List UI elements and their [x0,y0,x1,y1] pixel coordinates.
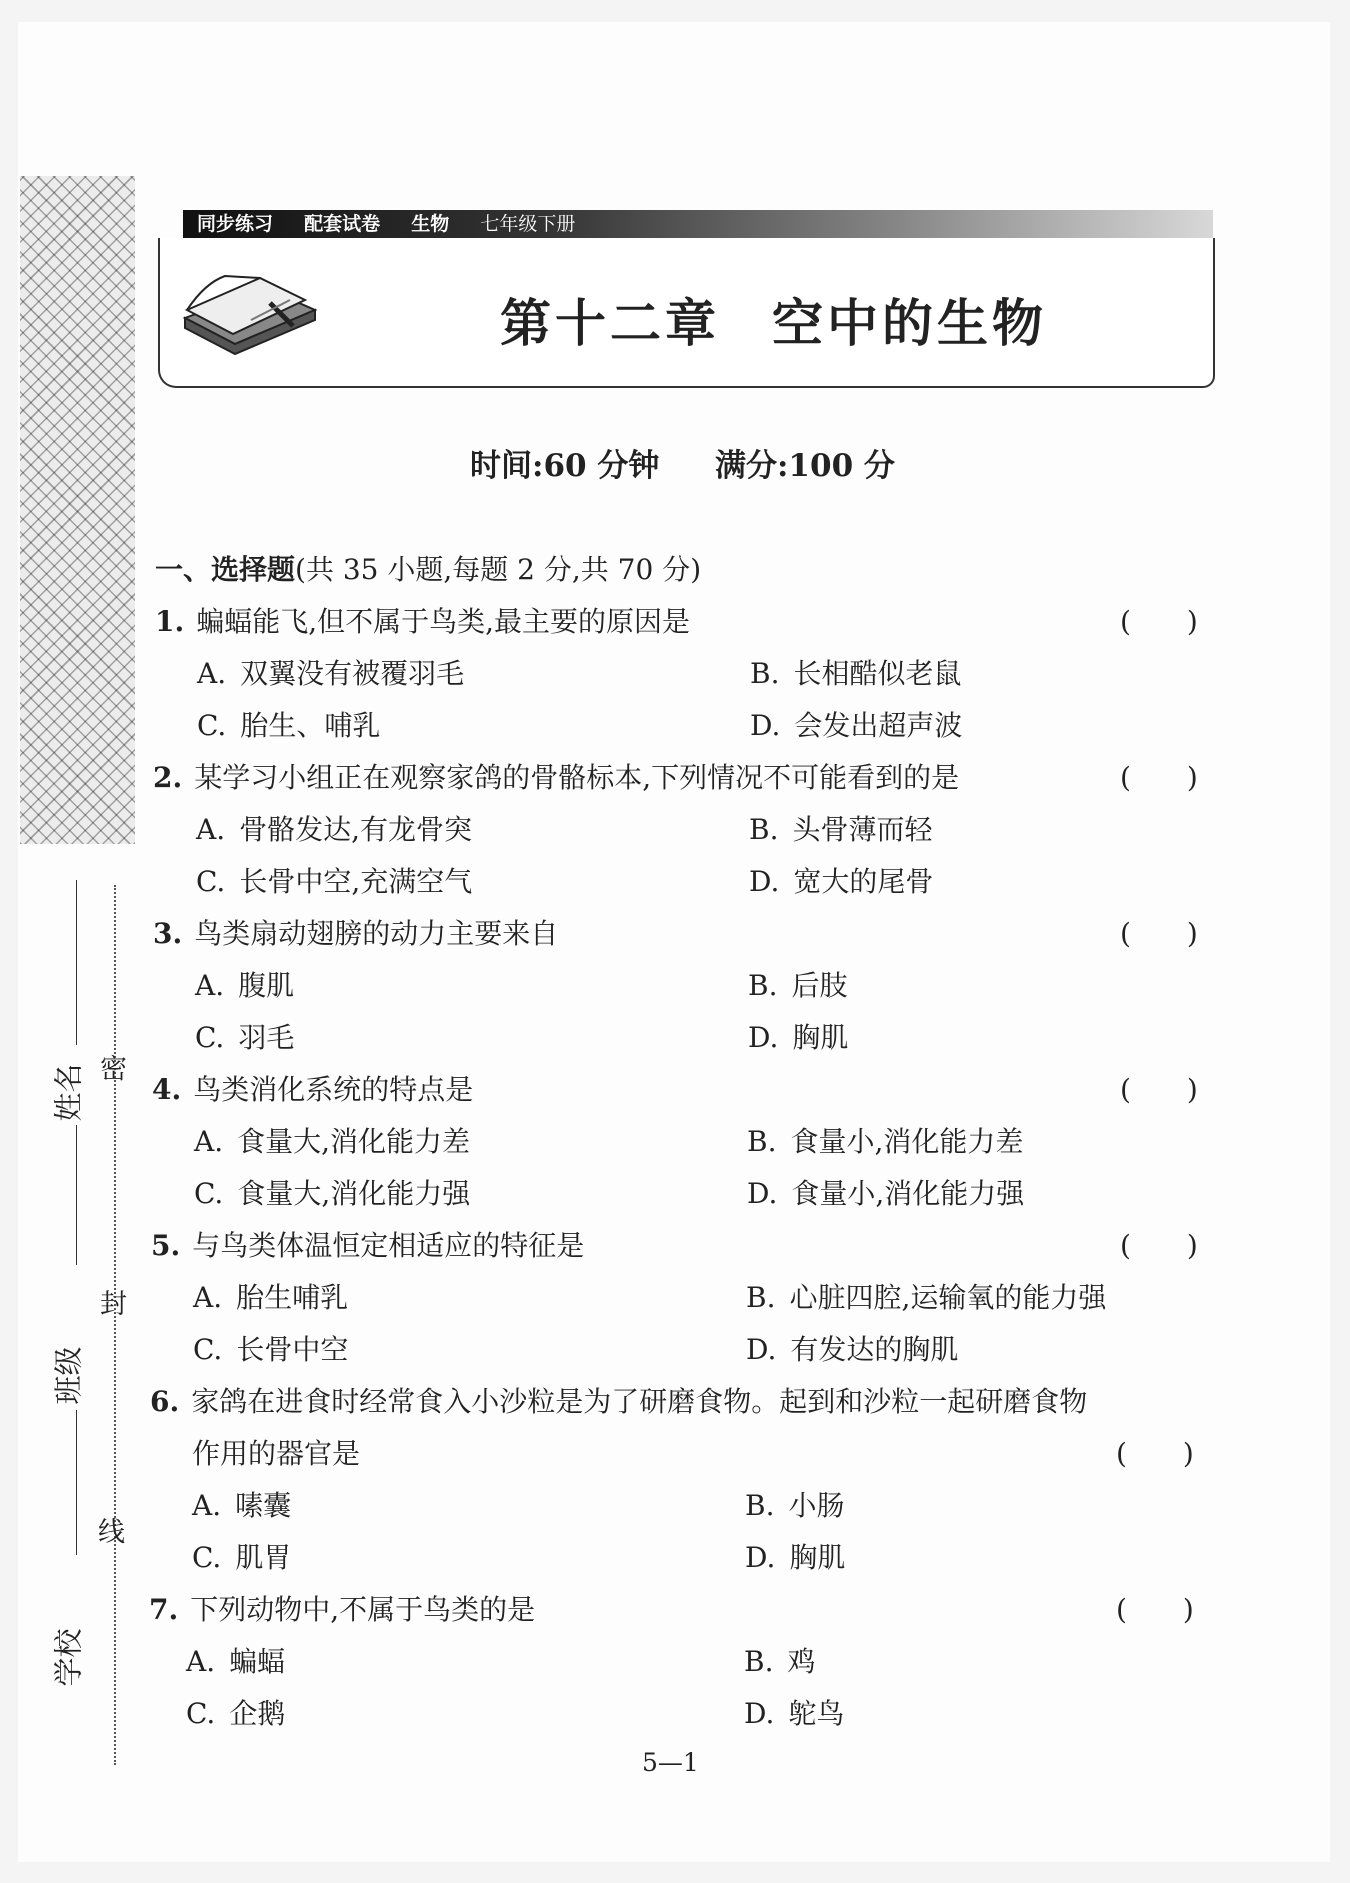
option-1b[interactable]: B. 长相酷似老鼠 [750,657,962,690]
paper-label: 配套试卷 [304,213,381,235]
full-score: 满分:100 分 [714,448,895,484]
section-heading [155,548,701,588]
chapter-title: 空中的生物 [772,294,1048,354]
question-3: 3. 鸟类扇动翅膀的动力主要来自 [153,917,559,950]
option-4b[interactable]: B. 食量小,消化能力差 [747,1125,1024,1158]
header-band [183,210,1213,238]
seal-char-feng: 封 [100,1289,127,1320]
option-3c[interactable]: C. 羽毛 [195,1021,295,1054]
option-2a[interactable]: A. 骨骼发达,有龙骨突 [196,813,473,846]
question-text: 家鸽在进食时经常食入小沙粒是为了研磨食物。起到和沙粒一起研磨食物 [191,1385,1088,1418]
name-underline [76,880,77,1045]
option-7b[interactable]: B. 鸡 [744,1645,816,1678]
option-7a[interactable]: A. 蝙蝠 [186,1645,286,1678]
grade-label: 七年级下册 [480,213,576,235]
question-text: 蝙蝠能飞,但不属于鸟类,最主要的原因是 [196,605,691,638]
class-label: 班级 [51,1346,86,1405]
option-3b[interactable]: B. 后肢 [748,969,848,1002]
book-pencil-icon [165,248,325,366]
school-underline [76,1410,77,1555]
answer-blank-6[interactable]: ( ) [1116,1437,1194,1470]
option-1a[interactable]: A. 双翼没有被覆羽毛 [197,657,465,690]
answer-blank-1[interactable]: ( ) [1120,605,1198,638]
time-limit: 时间:60 分钟 [470,448,660,484]
section-note: (共 35 小题,每题 2 分,共 70 分) [295,553,702,586]
class-underline [76,1125,77,1265]
option-5a[interactable]: A. 胎生哺乳 [193,1281,349,1314]
answer-blank-3[interactable]: ( ) [1120,917,1198,950]
option-1d[interactable]: D. 会发出超声波 [750,709,963,742]
question-text: 下列动物中,不属于鸟类的是 [190,1593,536,1626]
question-5: 5. 与鸟类体温恒定相适应的特征是 [151,1229,585,1262]
exam-info [470,440,895,485]
question-text: 与鸟类体温恒定相适应的特征是 [192,1229,585,1262]
subject-label: 生物 [411,213,450,235]
name-label: 姓名 [51,1063,86,1122]
page-number: 5—1 [642,1748,699,1777]
option-4d[interactable]: D. 食量小,消化能力强 [747,1177,1025,1210]
chapter-number: 第十二章 [500,294,721,354]
question-7: 7. 下列动物中,不属于鸟类的是 [149,1593,536,1626]
series-label: 同步练习 [197,213,274,235]
chapter-heading [500,282,1047,356]
seal-char-xian: 线 [98,1517,125,1548]
option-1c[interactable]: C. 胎生、哺乳 [197,709,381,742]
answer-blank-5[interactable]: ( ) [1120,1229,1198,1262]
answer-blank-7[interactable]: ( ) [1116,1593,1194,1626]
option-6c[interactable]: C. 肌胃 [192,1541,292,1574]
option-7c[interactable]: C. 企鹅 [186,1697,286,1730]
answer-blank-2[interactable]: ( ) [1120,761,1198,794]
option-3d[interactable]: D. 胸肌 [748,1021,849,1054]
question-text: 某学习小组正在观察家鸽的骨骼标本,下列情况不可能看到的是 [194,761,960,794]
section-title: 一、选择题 [155,553,296,586]
question-text: 鸟类扇动翅膀的动力主要来自 [194,917,559,950]
question-2: 2. 某学习小组正在观察家鸽的骨骼标本,下列情况不可能看到的是 [153,761,960,794]
seal-char-mi: 密 [100,1054,127,1085]
option-5d[interactable]: D. 有发达的胸肌 [746,1333,959,1366]
seal-dotted-line [114,885,116,1765]
question-4: 4. 鸟类消化系统的特点是 [152,1073,474,1106]
option-7d[interactable]: D. 鸵鸟 [744,1697,845,1730]
decorative-pattern [20,176,135,844]
question-text: 鸟类消化系统的特点是 [193,1073,474,1106]
school-label: 学校 [51,1628,86,1687]
option-4a[interactable]: A. 食量大,消化能力差 [194,1125,471,1158]
answer-blank-4[interactable]: ( ) [1120,1073,1198,1106]
option-4c[interactable]: C. 食量大,消化能力强 [194,1177,471,1210]
option-3a[interactable]: A. 腹肌 [195,969,295,1002]
option-5c[interactable]: C. 长骨中空 [193,1333,349,1366]
option-6d[interactable]: D. 胸肌 [745,1541,846,1574]
option-6a[interactable]: A. 嗉囊 [192,1489,292,1522]
option-2c[interactable]: C. 长骨中空,充满空气 [196,865,473,898]
option-5b[interactable]: B. 心脏四腔,运输氧的能力强 [746,1281,1107,1314]
question-6-cont: 作用的器官是 [192,1437,361,1470]
option-6b[interactable]: B. 小肠 [745,1489,845,1522]
option-2d[interactable]: D. 宽大的尾骨 [749,865,934,898]
question-6: 6. 家鸽在进食时经常食入小沙粒是为了研磨食物。起到和沙粒一起研磨食物 [150,1385,1088,1418]
question-1: 1. 蝙蝠能飞,但不属于鸟类,最主要的原因是 [155,605,691,638]
option-2b[interactable]: B. 头骨薄而轻 [749,813,933,846]
